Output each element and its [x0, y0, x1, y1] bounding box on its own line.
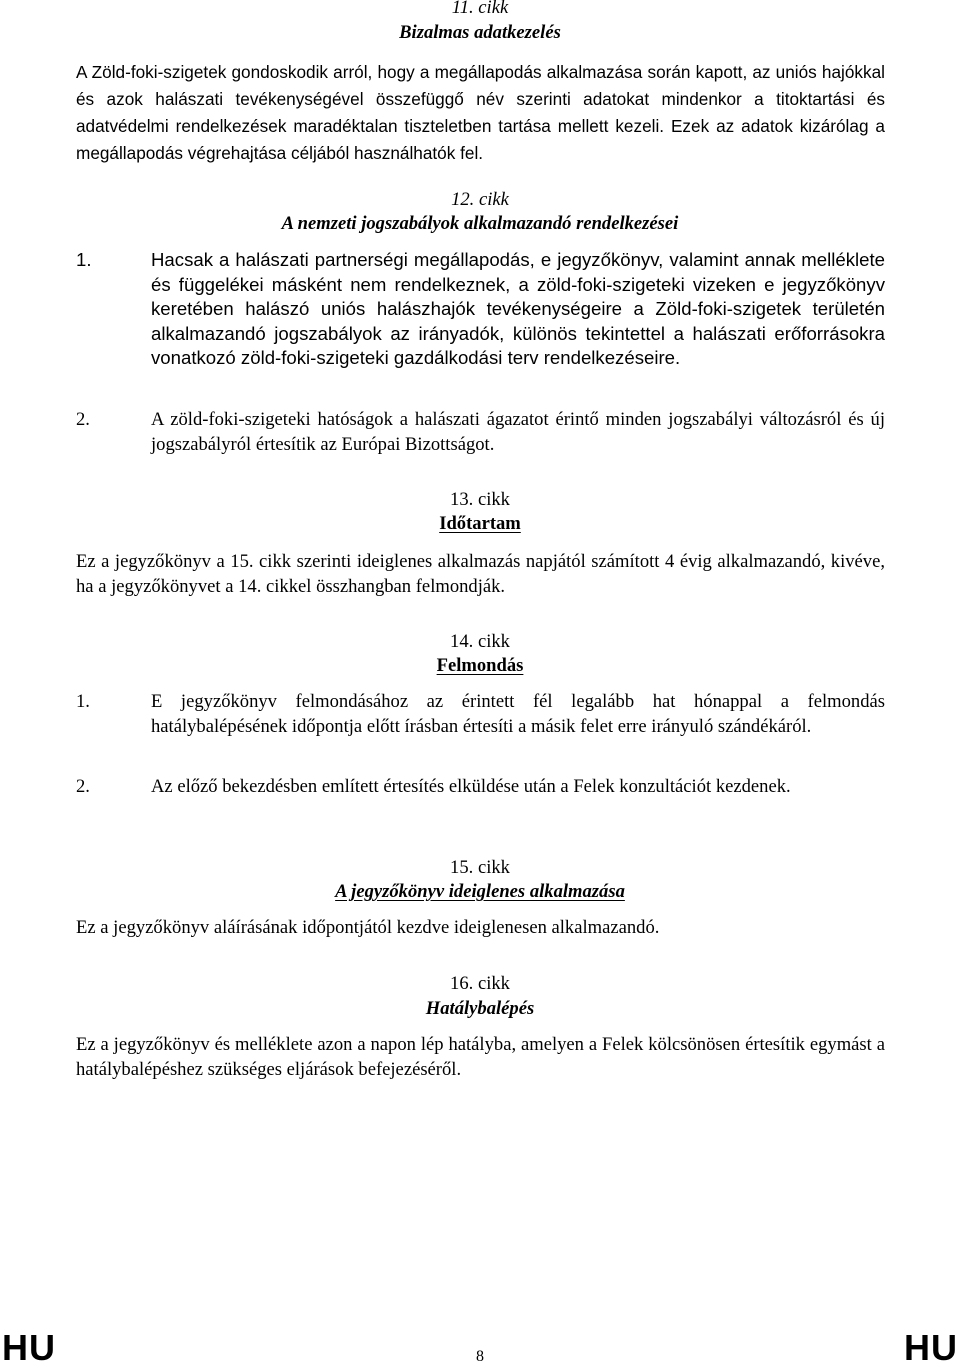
- article-15-title: A jegyzőkönyv ideiglenes alkalmazása: [335, 881, 625, 902]
- article-12-number: 12. cikk: [451, 189, 509, 210]
- item-text: Hacsak a halászati partnerségi megállapodás, e jegyzőkönyv, valamint annak melléklete és függelékei másként nem rendelkeznek, a zöld-foki-szigeteki vizeken e jegyzőkönyv keretében halászó uniós halászhajók tevékenységeire a Zöld-foki-szigetek területén alkalmazandó jogszabályok az irányadók, különös tekintettel a halászati erőforrásokra vonatkozó zöld-foki-szigeteki gazdálkodási terv rendelkezéseire.: [151, 249, 885, 369]
- footer-language-left: HU: [2, 1327, 56, 1368]
- item-text: Az előző bekezdésben említett értesítés elküldése után a Felek konzultációt kezdenek.: [151, 776, 791, 797]
- item-number: 2.: [76, 409, 90, 430]
- item-number: 2.: [76, 776, 90, 797]
- item-text: E jegyzőkönyv felmondásához az érintett fél legalább hat hónappal a felmondás hatálybalépésének időpontja előtt írásban értesíti a másik felet erre irányuló szándékáról.: [151, 691, 885, 737]
- article-11-text: A Zöld-foki-szigetek gondoskodik arról, hogy a megállapodás alkalmazása során kapott, az uniós hajókkal és azok halászati tevékenységével összefüggő név szerinti adatokat mindenkor a titoktartási és adatvédelmi rendelkezések maradéktalan tiszteletben tartása mellett kezeli. Ezek az adatok kizárólag a megállapodás végrehajtása céljából használhatók fel.: [76, 62, 885, 163]
- article-16-title: Hatálybalépés: [425, 998, 535, 1019]
- article-12-item-1: [76, 248, 885, 371]
- article-13-number: 13. cikk: [450, 489, 510, 510]
- article-15-number: 15. cikk: [450, 857, 510, 878]
- article-14-number: 14. cikk: [450, 631, 510, 652]
- article-13-text: Ez a jegyzőkönyv a 15. cikk szerinti ideiglenes alkalmazás napjától számított 4 évig alkalmazandó, kivéve, ha a jegyzőkönyvet a 14. cikkel összhangban felmondják.: [76, 551, 885, 597]
- article-14-title: Felmondás: [436, 655, 524, 676]
- article-11-title: Bizalmas adatkezelés: [399, 22, 561, 43]
- article-16-number: 16. cikk: [450, 973, 510, 994]
- article-16-text: Ez a jegyzőkönyv és melléklete azon a napon lép hatályba, amelyen a Felek kölcsönösen értesítik egymást a hatálybalépéshez szükséges eljárások befejezéséről.: [76, 1034, 885, 1080]
- article-15-text: Ez a jegyzőkönyv aláírásának időpontjától kezdve ideiglenesen alkalmazandó.: [76, 917, 660, 938]
- article-14-item-1: [76, 690, 885, 739]
- article-14-item-2: [76, 775, 885, 800]
- item-text: A zöld-foki-szigeteki hatóságok a halászati ágazatot érintő minden jogszabályi változásról és új jogszabályról értesítik az Európai Bizottságot.: [151, 409, 885, 455]
- footer-language-right: HU: [904, 1327, 958, 1368]
- article-11-number: 11. cikk: [451, 0, 509, 18]
- item-number: 1.: [76, 249, 92, 270]
- item-number: 1.: [76, 691, 90, 712]
- article-12-item-2: [76, 408, 885, 457]
- article-13-title: Időtartam: [439, 513, 521, 534]
- footer-page-number: 8: [476, 1348, 484, 1365]
- article-12-title: A nemzeti jogszabályok alkalmazandó rendelkezései: [281, 213, 679, 234]
